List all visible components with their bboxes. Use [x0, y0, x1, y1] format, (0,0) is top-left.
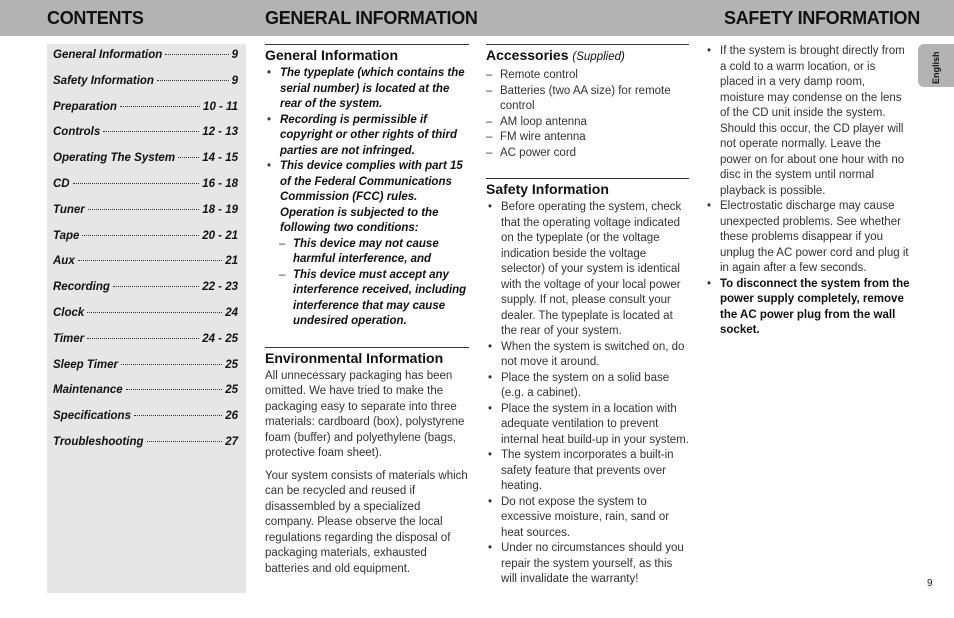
- toc-item: [47, 178, 246, 204]
- toc-item-title: Recording: [53, 281, 110, 294]
- toc-leader-dots: [147, 441, 223, 442]
- toc-item-page: 20 - 21: [202, 229, 238, 242]
- toc-item-title: CD: [53, 177, 70, 190]
- accessory-item: – AC power cord: [486, 146, 577, 159]
- toc-leader-dots: [103, 131, 199, 132]
- accessory-item: – FM wire antenna: [486, 131, 586, 143]
- toc-item-page: 27: [225, 435, 238, 448]
- toc-item: [47, 230, 246, 256]
- safety-bullet: • Place the system on a solid base (e.g. a cabinet).: [488, 371, 670, 399]
- toc-item-page: 18 - 19: [202, 203, 238, 216]
- table-of-contents: [47, 44, 246, 593]
- toc-item-title: Sleep Timer: [53, 358, 118, 371]
- toc-leader-dots: [73, 183, 200, 184]
- toc-item: [47, 307, 246, 333]
- safety-bullet: • The system incorporates a built-in safety feature that prevents over heating.: [488, 449, 674, 492]
- environmental-paragraph: Your system consists of materials which can be recycled and reused if disassembled by a specialized company. Please observe the local regulations regarding the disposal of packaging materials, exhausted batteries and old equipment.: [265, 469, 468, 575]
- safety-bullet: • Before operating the system, check that the operating voltage indicated on the typeplate (or the voltage indication beside the voltage selector) of your system is identical with the voltage of your local power supply. If not, please consult your dealer. The typeplate is located at the rear of your system.: [488, 201, 682, 337]
- safety-bullet: • When the system is switched on, do not move it around.: [488, 340, 685, 368]
- contents-heading: CONTENTS: [47, 8, 144, 28]
- toc-leader-dots: [87, 338, 199, 339]
- fcc-condition: – This device must accept any interference received, including interference that may cause undesired operation.: [279, 268, 467, 327]
- toc-item-title: Clock: [53, 306, 85, 319]
- toc-item-page: 9: [231, 74, 238, 87]
- toc-leader-dots: [134, 415, 222, 416]
- toc-item-title: Aux: [53, 255, 75, 268]
- toc-item: [47, 101, 246, 127]
- toc-item-page: 25: [225, 384, 238, 397]
- general-info-title: General Information: [265, 44, 469, 64]
- toc-item-page: 21: [225, 255, 238, 268]
- toc-item-title: Controls: [53, 126, 101, 139]
- toc-item-page: 25: [225, 358, 238, 371]
- toc-item: [47, 333, 246, 359]
- toc-item: [47, 281, 246, 307]
- toc-item: [47, 75, 246, 101]
- toc-item-title: Safety Information: [53, 74, 154, 87]
- toc-item-page: 9: [231, 49, 238, 61]
- language-tab-label: English: [931, 51, 941, 84]
- toc-item: [47, 126, 246, 152]
- safety-bullet: • Place the system in a location with adequate ventilation to prevent internal heat build-up in your system.: [488, 402, 689, 446]
- toc-leader-dots: [82, 235, 199, 236]
- toc-item: [47, 384, 246, 410]
- toc-item-title: Tape: [53, 229, 80, 242]
- general-bullet: • This device complies with part 15 of the Federal Communications Commission (FCC) rules. Operation is subjected to the following two conditions:: [267, 160, 463, 234]
- accessories-safety-column: [486, 44, 689, 588]
- toc-leader-dots: [113, 286, 199, 287]
- toc-leader-dots: [178, 157, 199, 158]
- toc-item-title: Operating The System: [53, 152, 176, 165]
- toc-leader-dots: [157, 80, 229, 81]
- page-number: 9: [927, 578, 933, 589]
- toc-item-page: 10 - 11: [203, 100, 238, 113]
- fcc-condition: – This device may not cause harmful interference, and: [279, 237, 439, 265]
- toc-item-page: 14 - 15: [202, 152, 238, 165]
- toc-item: [47, 49, 246, 75]
- accessory-item: – AM loop antenna: [486, 115, 587, 128]
- toc-item-page: 24: [225, 306, 238, 319]
- toc-leader-dots: [165, 54, 228, 55]
- safety-bullet: • If the system is brought directly from a cold to a warm location, or is placed in a very damp room, moisture may condense on the lens of the CD unit inside the system. Should this occur, the CD player will not operate normally. Leave the power on for about one hour with no disc in the system until normal playback is possible.: [707, 45, 905, 197]
- toc-item: [47, 410, 246, 436]
- toc-leader-dots: [78, 260, 222, 261]
- toc-leader-dots: [87, 312, 222, 313]
- safety-info-title: Safety Information: [486, 178, 689, 198]
- accessories-title: Accessories (Supplied): [486, 44, 689, 66]
- toc-item: [47, 436, 246, 462]
- toc-item-title: Tuner: [53, 203, 85, 216]
- toc-item-page: 26: [225, 410, 238, 423]
- toc-item: [47, 255, 246, 281]
- toc-item-title: Troubleshooting: [53, 435, 144, 448]
- safety-bullet: • Electrostatic discharge may cause unexpected problems. See whether these problems disappear if you unplug the AC power cord and plug it in again after a few seconds.: [707, 200, 909, 274]
- toc-item-title: General Information: [53, 49, 163, 61]
- toc-item: [47, 152, 246, 178]
- general-bullet: • The typeplate (which contains the serial number) is located at the rear of the system.: [267, 67, 465, 110]
- toc-item-title: Preparation: [53, 100, 117, 113]
- safety-bullet: • Under no circumstances should you repair the system yourself, as this will invalidate the warranty!: [488, 542, 684, 585]
- environmental-paragraph: All unnecessary packaging has been omitted. We have tried to make the packaging easy to separate into three materials: cardboard (box), polystyrene foam (buffer) and polyethylene (bags, protective foam sheet).: [265, 369, 465, 459]
- toc-item-page: 24 - 25: [202, 332, 238, 345]
- general-bullet: • Recording is permissible if copyright or other rights of third parties are not infringed.: [267, 113, 457, 157]
- general-information-heading: GENERAL INFORMATION: [265, 8, 478, 28]
- toc-list: [47, 44, 246, 462]
- toc-item-page: 16 - 18: [202, 177, 238, 190]
- toc-leader-dots: [121, 364, 222, 365]
- safety-information-heading: SAFETY INFORMATION: [724, 8, 920, 28]
- accessory-item: – Remote control: [486, 69, 578, 81]
- toc-item: [47, 204, 246, 230]
- toc-item-page: 22 - 23: [202, 281, 238, 294]
- safety-warning: • To disconnect the system from the power supply completely, remove the AC power plug from the wall socket.: [707, 277, 910, 336]
- toc-item-page: 12 - 13: [202, 126, 238, 139]
- toc-leader-dots: [88, 209, 199, 210]
- general-column: [265, 44, 469, 577]
- accessories-subtitle: (Supplied): [572, 51, 625, 63]
- safety-continued-column: [705, 44, 910, 339]
- toc-item-title: Specifications: [53, 410, 131, 423]
- environmental-info-title: Environmental Information: [265, 347, 469, 367]
- toc-item-title: Timer: [53, 332, 85, 345]
- toc-leader-dots: [120, 106, 200, 107]
- toc-item-title: Maintenance: [53, 384, 123, 397]
- toc-leader-dots: [126, 389, 223, 390]
- safety-bullet: • Do not expose the system to excessive moisture, rain, sand or heat sources.: [488, 495, 670, 539]
- toc-item: [47, 359, 246, 385]
- accessory-item: – Batteries (two AA size) for remote control: [486, 84, 671, 112]
